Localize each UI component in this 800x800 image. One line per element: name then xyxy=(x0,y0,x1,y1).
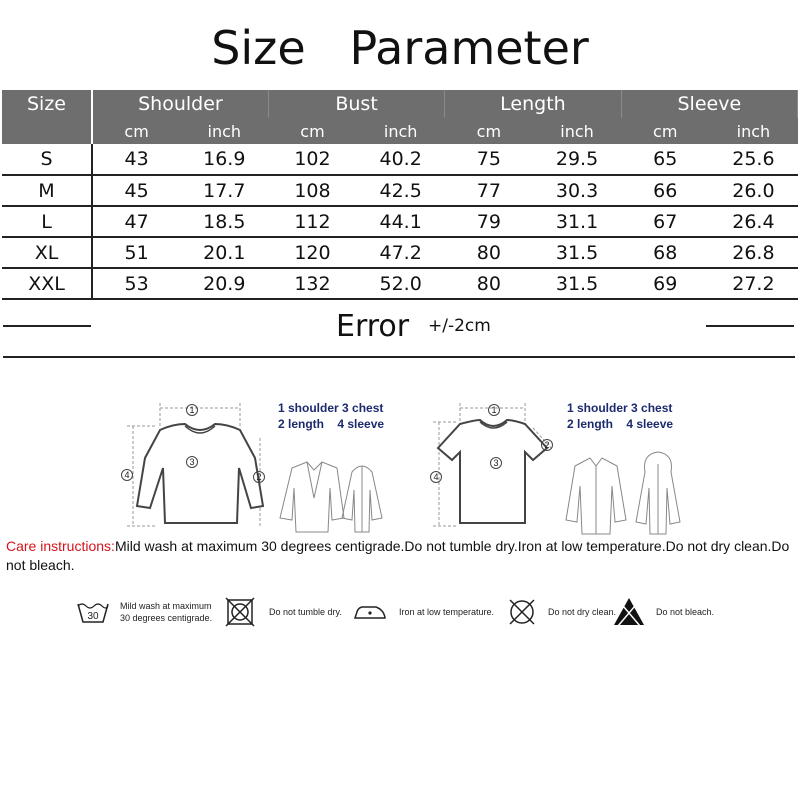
table-row xyxy=(2,144,798,175)
table-row xyxy=(2,175,798,206)
length-header: Length xyxy=(445,90,621,118)
measurement-cell: 26.0 xyxy=(709,175,797,206)
marker-4-right: 4 xyxy=(430,471,442,483)
sleeve-header: Sleeve xyxy=(621,90,797,118)
care-icons-row xyxy=(0,592,800,636)
care-text: Mild wash at maximum 30 degrees centigrade.Do not tumble dry.Iron at low temperature.Do not dry clean.Do not bleach. xyxy=(6,538,790,573)
legend-shoulder: 1 shoulder xyxy=(567,401,628,415)
legend-sleeve: 4 sleeve xyxy=(337,417,385,431)
legend-chest: 3 chest xyxy=(631,401,673,415)
no-bleach-icon xyxy=(612,596,646,628)
page-title: Size Parameter xyxy=(211,21,589,75)
unit-cm: cm xyxy=(621,118,709,144)
unit-cm: cm xyxy=(268,118,356,144)
measurement-cell: 25.6 xyxy=(709,144,797,175)
measurement-cell: 47.2 xyxy=(357,237,445,268)
tumble-caption: Do not tumble dry. xyxy=(269,607,342,617)
measurement-cell: 31.5 xyxy=(533,237,621,268)
measurement-cell: 17.7 xyxy=(180,175,268,206)
measurement-cell: 66 xyxy=(621,175,709,206)
section-divider xyxy=(3,356,795,358)
error-divider-right xyxy=(706,325,794,327)
marker-1-right: 1 xyxy=(488,404,500,416)
marker-2-right: 2 xyxy=(541,439,553,451)
legend-length: 2 length xyxy=(567,417,614,431)
marker-4-left: 4 xyxy=(121,469,133,481)
measurement-cell: 80 xyxy=(445,268,533,299)
iron-caption: Iron at low temperature. xyxy=(399,607,495,617)
measurement-cell: 20.1 xyxy=(180,237,268,268)
shoulder-header: Shoulder xyxy=(92,90,268,118)
measurement-cell: 40.2 xyxy=(357,144,445,175)
measurement-cell: 108 xyxy=(268,175,356,206)
size-cell: S xyxy=(2,144,92,175)
measurement-cell: 69 xyxy=(621,268,709,299)
error-divider-left xyxy=(3,325,91,327)
size-cell: M xyxy=(2,175,92,206)
marker-3-left: 3 xyxy=(186,456,198,468)
measurement-cell: 26.4 xyxy=(709,206,797,237)
measurement-cell: 68 xyxy=(621,237,709,268)
marker-2-left: 2 xyxy=(253,471,265,483)
unit-inch: inch xyxy=(709,118,797,144)
measurement-cell: 77 xyxy=(445,175,533,206)
size-column-header: Size xyxy=(2,90,92,118)
measurement-cell: 65 xyxy=(621,144,709,175)
table-row xyxy=(2,237,798,268)
dry-clean-caption: Do not dry clean. xyxy=(548,607,617,617)
marker-1-left: 1 xyxy=(186,404,198,416)
care-label: Care instructions: xyxy=(6,538,115,554)
unit-inch: inch xyxy=(357,118,445,144)
table-header-row xyxy=(2,90,798,118)
legend-length: 2 length xyxy=(278,417,325,431)
measurement-cell: 44.1 xyxy=(357,206,445,237)
unit-cm: cm xyxy=(92,118,180,144)
wash-caption-line2: 30 degrees centigrade. xyxy=(120,613,213,623)
table-row xyxy=(2,206,798,237)
wash-badge: 30 xyxy=(87,611,99,622)
measurement-cell: 27.2 xyxy=(709,268,797,299)
shirt-hoodie-sketch-right xyxy=(560,450,690,538)
table-row xyxy=(2,268,798,299)
measurement-cell: 112 xyxy=(268,206,356,237)
legend-right xyxy=(567,400,697,432)
legend-shoulder: 1 shoulder xyxy=(278,401,339,415)
measurement-cell: 43 xyxy=(92,144,180,175)
measurement-cell: 102 xyxy=(268,144,356,175)
legend-chest: 3 chest xyxy=(342,401,384,415)
size-cell: XXL xyxy=(2,268,92,299)
measurement-cell: 47 xyxy=(92,206,180,237)
measurement-cell: 18.5 xyxy=(180,206,268,237)
size-cell: XL xyxy=(2,237,92,268)
measurement-cell: 75 xyxy=(445,144,533,175)
measurement-cell: 26.8 xyxy=(709,237,797,268)
wash-30-icon xyxy=(76,598,110,626)
measurement-cell: 67 xyxy=(621,206,709,237)
measurement-cell: 42.5 xyxy=(357,175,445,206)
measurement-cell: 52.0 xyxy=(357,268,445,299)
measurement-cell: 80 xyxy=(445,237,533,268)
measurement-cell: 45 xyxy=(92,175,180,206)
unit-inch: inch xyxy=(533,118,621,144)
measurement-cell: 51 xyxy=(92,237,180,268)
measurement-cell: 53 xyxy=(92,268,180,299)
unit-inch: inch xyxy=(180,118,268,144)
no-tumble-dry-icon xyxy=(225,597,255,627)
marker-3-right: 3 xyxy=(490,457,502,469)
legend-sleeve: 4 sleeve xyxy=(626,417,674,431)
iron-low-icon xyxy=(352,602,388,622)
measurement-cell: 31.1 xyxy=(533,206,621,237)
wash-caption-line1: Mild wash at maximum xyxy=(120,601,212,611)
no-dry-clean-icon xyxy=(507,597,537,627)
bleach-caption: Do not bleach. xyxy=(656,607,715,617)
measurement-cell: 132 xyxy=(268,268,356,299)
measurement-cell: 16.9 xyxy=(180,144,268,175)
care-instructions xyxy=(6,537,796,575)
size-cell: L xyxy=(2,206,92,237)
jacket-sketch-left xyxy=(272,458,390,536)
measurement-cell: 120 xyxy=(268,237,356,268)
measurement-cell: 29.5 xyxy=(533,144,621,175)
legend-left xyxy=(278,400,408,432)
table-units-row xyxy=(2,118,798,144)
measurement-cell: 31.5 xyxy=(533,268,621,299)
size-table xyxy=(2,90,798,300)
error-label: Error xyxy=(336,309,410,344)
measurement-cell: 30.3 xyxy=(533,175,621,206)
bust-header: Bust xyxy=(268,90,444,118)
measurement-cell: 20.9 xyxy=(180,268,268,299)
units-blank-cell xyxy=(2,118,92,144)
unit-cm: cm xyxy=(445,118,533,144)
measurement-cell: 79 xyxy=(445,206,533,237)
error-value: +/-2cm xyxy=(428,316,491,336)
